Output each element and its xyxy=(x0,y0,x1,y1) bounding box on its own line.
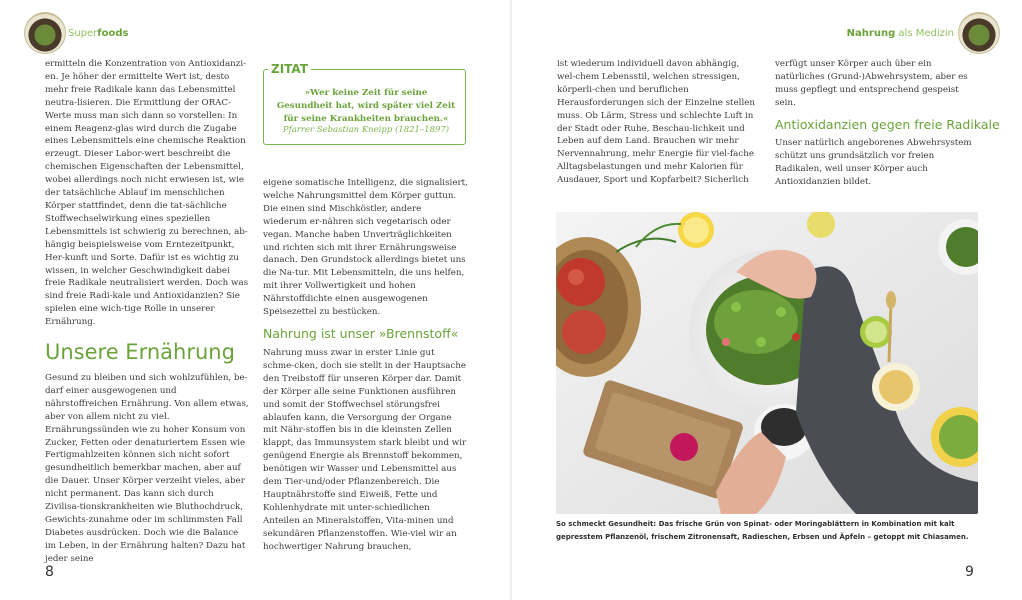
subheading-antioxidanzien: Antioxidanzien gegen freie Radikale xyxy=(775,117,1000,132)
quote-text: »Wer keine Zeit für seine Gesundheit hat, wird später viel Zeit für seine Krankheiten brauchen.« xyxy=(276,88,456,124)
running-header-left: Superfoods xyxy=(68,28,129,39)
left-col1-intro: ermitteln die Konzentration von Antioxidanzi-en. Je höher der ermittelte Wert ist, desto mehr freie Radikale kann das Lebensmittel neutra-lisieren. Die Ermittlung der ORAC-Werte muss man sich dann so vorstellen: In einem Reagenz-glas wird durch die Zugabe eines Lebensmittels eine chemische Reaktion erzeugt. Dieser Labor-wert beschreibt die chemischen Eigenschaften der Lebensmittel, wobei allerdings noch nicht erwiesen ist, wie der tatsächliche Ablauf im menschlichen Körper stattfindet, denn die tat-sächliche Stoffwechselwirkung eines speziellen Lebensmittels ist schwierig zu berechnen, ab-hängig beispielsweise vom Erntezeitpunkt, Her-kunft und Sorte. Dafür ist es wichtig zu wissen, in welcher Geschwindigkeit dabei freie Radikale neutralisiert werden. Doch was sind freie Radi-kale und Antioxidanzien? Sie spielen eine wich-tige Rolle in unserer Ernährung. xyxy=(45,59,249,328)
left-col1-body: Gesund zu bleiben und sich wohlzufühlen, be-darf einer ausgewogenen und nährstoffreichen Ernährung. Von allem etwas, aber von allem nicht zu viel. Ernährungssünden wie zu hoher Konsum von Zucker, Fetten oder denaturiertem Essen wie Fertigmahlzeiten können sich nicht sofort gesundheitlich bemerkbar machen, aber auf die Dauer. Unser Körper verzeiht vieles, aber nicht permanent. Das kann sich durch Zivilisa-tionskrankheiten wie Bluthochdruck, Gewichts-zunahme oder im schlimmsten Fall Diabetes ausdrücken. Doch wie die Balance im Leben, in der Ernährung halten? Dazu hat jeder seine xyxy=(45,373,249,564)
right-col4-body: Unser natürlich angeborenes Abwehrsystem schützt uns grundsätzlich vor freien Radikalen, weil unser Körper auch Antioxidanzien bildet. xyxy=(775,138,972,187)
page-gutter xyxy=(510,0,512,600)
medicine-logo-icon xyxy=(958,12,1000,54)
photo-caption: So schmeckt Gesundheit: Das frische Grün von Spinat- oder Moringablättern in Kombination mit kalt gepresstem Pflanzenöl, frischem Zitronensaft, Radieschen, Erbsen und Äpfeln – getoppt mit Chiasamen. xyxy=(556,520,969,541)
page-number-right: 9 xyxy=(965,564,974,580)
running-header-right: Nahrung als Medizin xyxy=(846,28,954,39)
superfoods-logo-icon xyxy=(24,12,66,54)
quote-author: Pfarrer Sebastian Kneipp (1821–1897) xyxy=(282,125,450,135)
page-number-left: 8 xyxy=(45,564,54,580)
quote-label: ZITAT xyxy=(268,62,311,76)
left-col2-top: eigene somatische Intelligenz, die signalisiert, welche Nahrungsmittel dem Körper guttun. Die einen sind Mischköstler, andere wiederum er-nähren sich vegetarisch oder vegan. Manche haben Unverträglichkeiten und richten sich mit ihrer Ernährungsweise danach. Den Grundstock allerdings bietet uns die Na-tur. Mit Lebensmitteln, die uns helfen, mit ihrer Vollwertigkeit und hohen Nährstoffdichte einen ausgewogenen Speisezettel zu bestücken. xyxy=(263,178,468,318)
left-col2-body: Nahrung muss zwar in erster Linie gut schme-cken, doch sie stellt in der Hauptsache den Treibstoff für unseren Körper dar. Damit der Körper alle seine Funktionen ausführen und somit der Stoffwechsel störungsfrei ablaufen kann, die Versorgung der Organe mit Nähr-stoffen bis in die kleinsten Zellen klappt, das Immunsystem stark bleibt und wir genügend Energie als Brennstoff bekommen, benötigen wir Wasser und Lebensmittel aus dem Tier-und/oder Pflanzenbereich. Die Hauptnährstoffe sind Eiweiß, Fette und Kohlenhydrate mit unter-schiedlichen Anteilen an Mineralstoffen, Vita-minen und sekundären Pflanzenstoffen. Wie-viel wir an hochwertiger Nahrung brauchen, xyxy=(263,348,467,552)
food-photo xyxy=(556,212,978,514)
right-col3-top: ist wiederum individuell davon abhängig, wel-chem Lebensstil, welchen stressigen, körperli-chen und beruflichen Herausforderungen sich der Einzelne stellen muss. Ob Lärm, Stress und schlechte Luft in der Stadt oder Ruhe, Beschau-lichkeit und Leben auf dem Land. Brauchen wir mehr Nervennahrung, mehr Energie für viel-fache Alltagsbelastungen und mehr Kalorien für Ausdauer, Sport und Kopfarbeit? Sicherlich xyxy=(557,59,755,186)
right-col4-top: verfügt unser Körper auch über ein natürliches (Grund-)Abwehrsystem, aber es muss gepflegt und entsprechend gespeist sein. xyxy=(775,59,968,108)
subheading-brennstoff: Nahrung ist unser »Brennstoff« xyxy=(263,326,459,341)
section-heading: Unsere Ernährung xyxy=(45,340,235,364)
